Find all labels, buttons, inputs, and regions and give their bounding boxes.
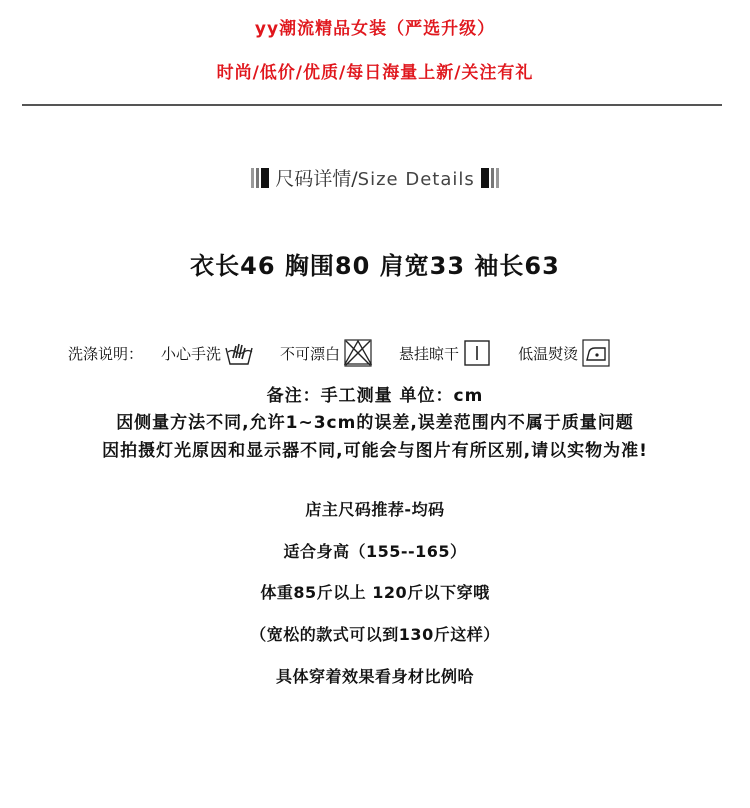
no-bleach-icon bbox=[343, 338, 373, 368]
note-tolerance: 因侧量方法不同,允许1~3cm的误差,误差范围内不属于质量问题 bbox=[116, 413, 634, 433]
right-bars-icon bbox=[481, 168, 499, 188]
hand-wash-icon bbox=[224, 338, 254, 368]
left-bars-icon bbox=[251, 168, 269, 188]
care-item-text: 低温熨烫 bbox=[518, 344, 579, 363]
hang-dry-icon bbox=[462, 338, 492, 368]
care-item-text: 悬挂晾干 bbox=[399, 344, 460, 363]
note-color-difference: 因拍摄灯光原因和显示器不同,可能会与图片有所区别,请以实物为准! bbox=[102, 441, 648, 461]
note-measurement: 备注：手工测量 单位：cm bbox=[266, 386, 484, 406]
size-details-title-en: Size Details bbox=[357, 169, 475, 190]
care-item-text: 小心手洗 bbox=[161, 344, 222, 363]
recommendation-note: 具体穿着效果看身材比例哈 bbox=[275, 667, 474, 686]
store-slogan: 时尚/低价/优质/每日海量上新/关注有礼 bbox=[216, 63, 534, 83]
recommendation-title: 店主尺码推荐-均码 bbox=[305, 500, 445, 519]
size-measurements: 衣长46 胸围80 肩宽33 袖长63 bbox=[190, 252, 560, 280]
size-details-title bbox=[275, 164, 474, 191]
care-item-no-bleach bbox=[280, 338, 373, 368]
low-iron-icon bbox=[581, 338, 611, 368]
recommendation-height: 适合身高（155--165） bbox=[283, 542, 467, 561]
store-title: yy潮流精品女装（严选升级） bbox=[254, 19, 496, 39]
header-divider bbox=[22, 104, 722, 106]
care-label: 洗涤说明： bbox=[68, 344, 144, 363]
care-item-low-iron bbox=[518, 338, 611, 368]
care-item-hang-dry bbox=[399, 338, 492, 368]
care-instructions bbox=[68, 336, 698, 370]
size-details-title-cn: 尺码详情/ bbox=[275, 168, 358, 190]
recommendation-loose-fit: （宽松的款式可以到130斤这样） bbox=[250, 625, 500, 644]
size-details-heading bbox=[0, 164, 750, 191]
care-item-hand-wash bbox=[161, 338, 254, 368]
recommendation-weight: 体重85斤以上 120斤以下穿哦 bbox=[260, 583, 490, 602]
care-item-text: 不可漂白 bbox=[280, 344, 341, 363]
